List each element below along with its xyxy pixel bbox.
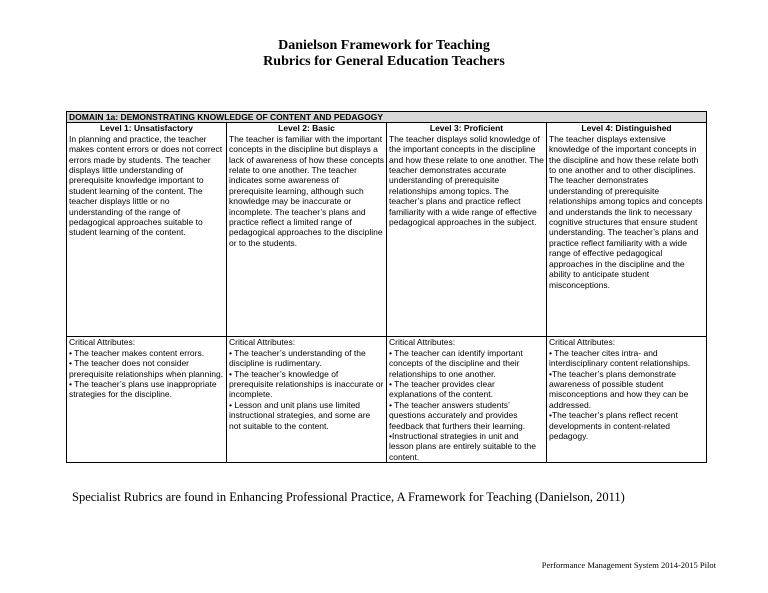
level-1-title: Level 1: Unsatisfactory	[99, 123, 194, 134]
level-3-cell	[387, 123, 547, 337]
level-3-attributes-cell	[387, 337, 547, 463]
specialist-rubrics-note: Specialist Rubrics are found in Enhancing Professional Practice, A Framework for Teaching (Danielson, 2011)	[72, 490, 625, 504]
attribute-item: • The teacher makes content errors.	[69, 347, 205, 358]
level-2-cell	[227, 123, 387, 337]
page-title: Danielson Framework for Teaching	[278, 38, 490, 53]
level-2-description: The teacher is familiar with the important concepts in the discipline but displays a lack of awareness of how these concepts relate to one another. The teacher indicates some awareness of prerequisite learning, although such knowledge may be inaccurate or incomplete. The teacher’s plans and practice reflect a limited range of pedagogical approaches to the discipline or to the students.	[229, 133, 384, 248]
attribute-item: • The teacher answers students’ questions accurately and provides feedback that furthers their learning.	[389, 399, 526, 431]
level-description-row	[67, 123, 707, 337]
level-4-description: The teacher displays extensive knowledge of the important concepts in the discipline and how these relate both to one another and to other disciplines. The teacher demonstrates understanding of prerequisite relationships among topics and concepts and understands the link to necessary cognitive structures that ensure student understanding. The teacher’s plans and practice reflect familiarity with a wide range of effective pedagogical approaches in the discipline and the ability to anticipate student misconceptions.	[549, 133, 703, 290]
domain-title: DOMAIN 1a: DEMONSTRATING KNOWLEDGE OF CONTENT AND PEDAGOGY	[67, 112, 707, 123]
critical-attributes-row	[67, 337, 707, 463]
attribute-item: •The teacher’s plans reflect recent developments in content-related pedagogy.	[549, 410, 678, 442]
attributes-label: Critical Attributes:	[549, 337, 616, 348]
level-1-attributes-cell	[67, 337, 227, 463]
level-4-title: Level 4: Distinguished	[581, 123, 672, 134]
attribute-item: • The teacher’s understanding of the discipline is rudimentary.	[229, 347, 366, 369]
attribute-item: • The teacher cites intra- and interdisciplinary content relationships.	[549, 347, 691, 369]
page-footer: Performance Management System 2014-2015 Pilot	[541, 560, 716, 570]
level-3-title: Level 3: Proficient	[429, 123, 504, 134]
page-subtitle: Rubrics for General Education Teachers	[263, 54, 505, 69]
attribute-item: • The teacher’s knowledge of prerequisite relationships is inaccurate or incomplete.	[229, 368, 384, 400]
attributes-label: Critical Attributes:	[69, 337, 136, 348]
attribute-item: •Instructional strategies in unit and lesson plans are entirely suitable to the content.	[389, 431, 536, 462]
attribute-item: •The teacher’s plans demonstrate awareness of possible student misconceptions and how they can be addressed.	[549, 368, 689, 410]
level-1-description: In planning and practice, the teacher makes content errors or does not correct errors made by students. The teacher displays little understanding of prerequisite knowledge important to student learning of the content. The teacher displays little or no understanding of the range of pedagogical approaches suitable to student learning of the content.	[69, 133, 223, 238]
rubric-table	[66, 111, 707, 463]
domain-header-row	[67, 112, 707, 123]
attributes-label: Critical Attributes:	[389, 337, 456, 348]
attribute-item: • Lesson and unit plans use limited instructional strategies, and some are not suitable to the content.	[229, 399, 371, 431]
attribute-item: • The teacher’s plans use inappropriate strategies for the discipline.	[69, 379, 217, 400]
attributes-label: Critical Attributes:	[229, 337, 296, 348]
attribute-item: • The teacher does not consider prerequisite relationships when planning.	[69, 358, 224, 379]
level-4-cell	[547, 123, 707, 337]
level-2-title: Level 2: Basic	[278, 123, 335, 134]
level-1-cell	[67, 123, 227, 337]
attribute-item: • The teacher provides clear explanations of the content.	[389, 379, 495, 400]
level-3-description: The teacher displays solid knowledge of the important concepts in the discipline and how these relate to one another. The teacher demonstrates accurate understanding of prerequisite relationships among topics. The teacher’s plans and practice reflect familiarity with a wide range of effective pedagogical approaches in the subject.	[389, 133, 544, 228]
level-2-attributes-cell	[227, 337, 387, 463]
attribute-item: • The teacher can identify important concepts of the discipline and their relationships to one another.	[389, 347, 523, 379]
level-4-attributes-cell	[547, 337, 707, 463]
